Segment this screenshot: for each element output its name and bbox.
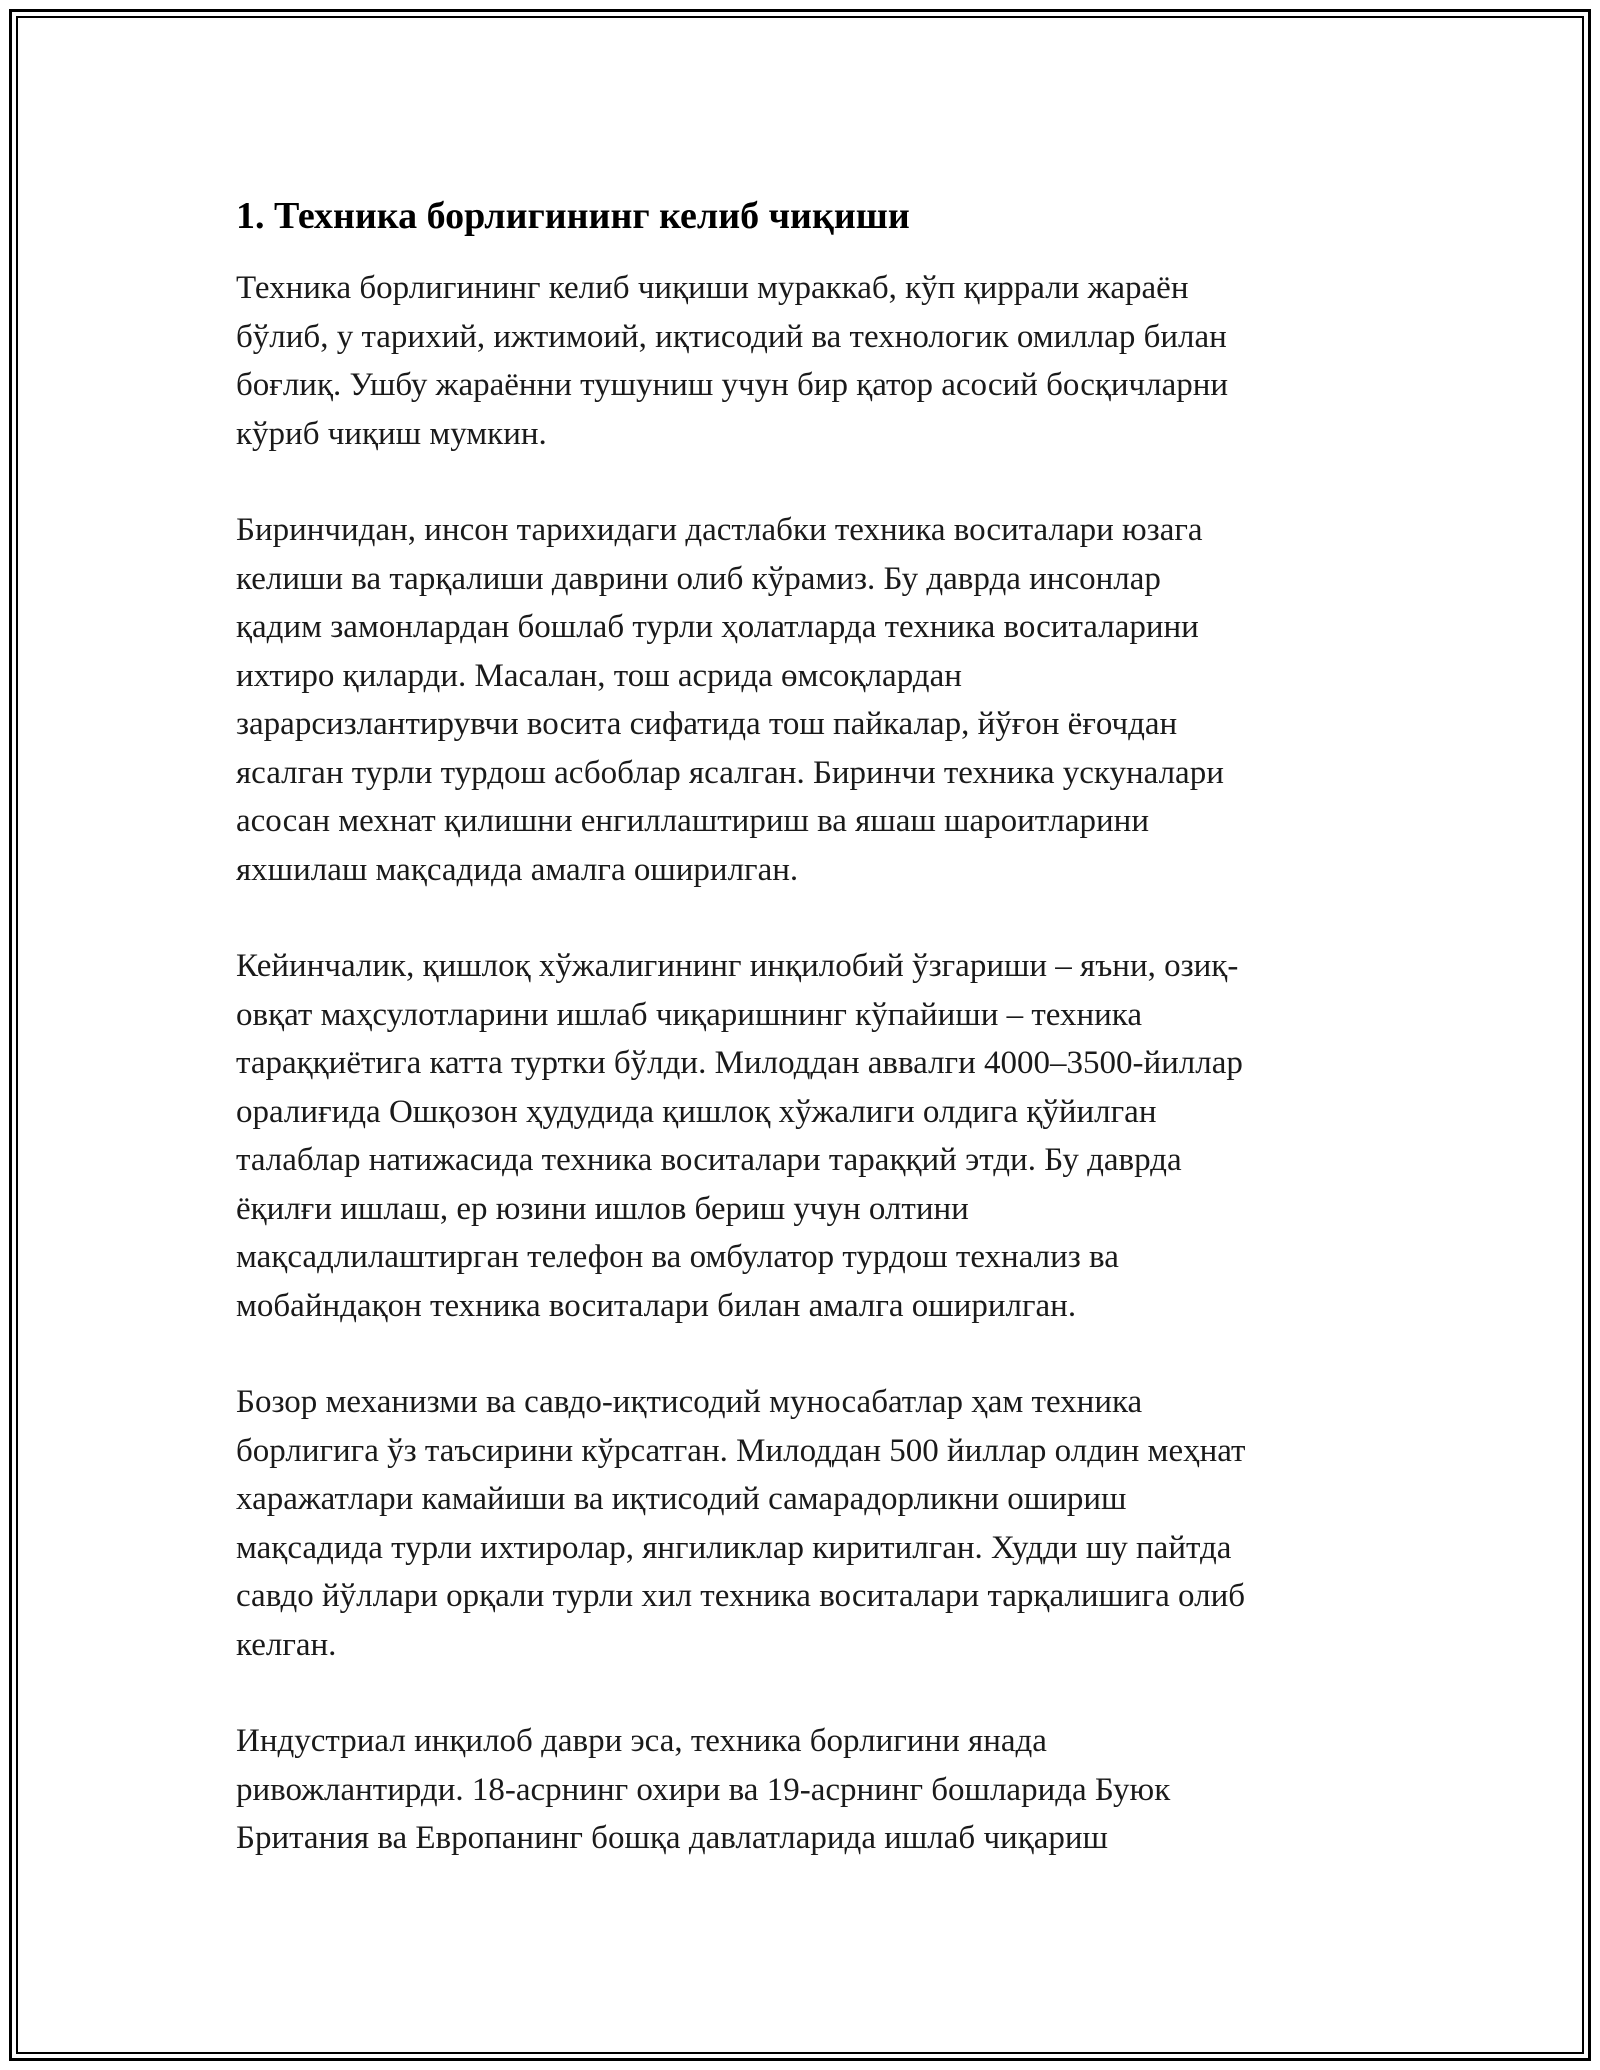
document-body: [236, 190, 1376, 1911]
section-heading: 1. Техника борлигининг келиб чиқиши: [236, 195, 910, 237]
paragraph-line: ихтиро қиларди. Масалан, тош асрида өмсоқлардан: [236, 657, 962, 694]
paragraph-line: зарарсизлантирувчи восита сифатида тош пайкалар, йўғон ёғочдан: [236, 706, 1178, 742]
paragraph-line: кўриб чиқиш мумкин.: [236, 415, 547, 452]
paragraph-line: савдо йўллари орқали турли хил техника воситалари тарқалишига олиб: [236, 1578, 1246, 1614]
paragraph-line: келиши ва тарқалиши даврини олиб кўрамиз. Бу даврда инсонлар: [236, 560, 1161, 597]
paragraph-line: мобайндақон техника воситалари билан амалга оширилган.: [236, 1287, 1077, 1324]
paragraph-line: боғлиқ. Ушбу жараённи тушуниш учун бир қатор асосий босқичларни: [236, 367, 1229, 403]
paragraph-line: Техника борлигининг келиб чиқиши мураккаб, кўп қиррали жараён: [236, 270, 1189, 306]
paragraph-line: талаблар натижасида техника воситалари тараққий этди. Бу даврда: [236, 1142, 1182, 1178]
paragraph-line: келган.: [236, 1626, 337, 1663]
paragraph-line: ёқилғи ишлаш, ер юзини ишлов бериш учун олтини: [236, 1190, 969, 1227]
paragraph-line: асосан мехнат қилишни енгиллаштириш ва яшаш шароитларини: [236, 803, 1149, 839]
paragraph-agriculture: [236, 942, 1376, 1330]
paragraph-line: тараққиётига катта туртки бўлди. Милоддан аввалги 4000–3500-йиллар: [236, 1045, 1243, 1081]
paragraph-line: харажатлари камайиши ва иқтисодий самарадорликни ошириш: [236, 1481, 1127, 1517]
paragraph-line: мақсадида турли ихтиролар, янгиликлар киритилган. Худди шу пайтда: [236, 1529, 1232, 1566]
paragraph-line: Индустриал инқилоб даври эса, техника борлигини янада: [236, 1723, 1047, 1759]
paragraph-line: Кейинчалик, қишлоқ хўжалигининг инқилобий ўзгариши – яъни, озиқ-: [236, 948, 1239, 984]
paragraph-line: Бозор механизми ва савдо-иқтисодий муносабатлар ҳам техника: [236, 1384, 1143, 1420]
paragraph-line: оралиғида Ошқозон ҳудудида қишлоқ хўжалиги олдига қўйилган: [236, 1093, 1157, 1130]
paragraph-line: қадим замонлардан бошлаб турли ҳолатларда техника воситаларини: [236, 609, 1199, 645]
paragraph-intro: [236, 264, 1376, 458]
paragraph-line: борлигига ўз таъсирини кўрсатган. Милоддан 500 йиллар олдин меҳнат: [236, 1432, 1246, 1469]
paragraph-line: мақсадлилаштирган телефон ва омбулатор турдош технализ ва: [236, 1239, 1119, 1275]
paragraph-first-stage: [236, 506, 1376, 894]
paragraph-line: овқат маҳсулотларини ишлаб чиқаришнинг кўпайиши – техника: [236, 996, 1142, 1033]
paragraph-line: Биринчидан, инсон тарихидаги дастлабки техника воситалари юзага: [236, 512, 1203, 548]
paragraph-line: ривожлантирди. 18-асрнинг охири ва 19-асрнинг бошларида Буюк: [236, 1771, 1171, 1808]
paragraph-line: бўлиб, у тарихий, ижтимоий, иқтисодий ва технологик омиллар билан: [236, 318, 1227, 355]
paragraph-line: яхшилаш мақсадида амалга оширилган.: [236, 851, 799, 888]
paragraph-line: ясалган турли турдош асбоблар ясалган. Биринчи техника ускуналари: [236, 754, 1224, 791]
paragraph-market: [236, 1378, 1376, 1669]
paragraph-line: Британия ва Европанинг бошқа давлатларида ишлаб чиқариш: [236, 1820, 1108, 1856]
paragraph-industrial: [236, 1717, 1376, 1863]
